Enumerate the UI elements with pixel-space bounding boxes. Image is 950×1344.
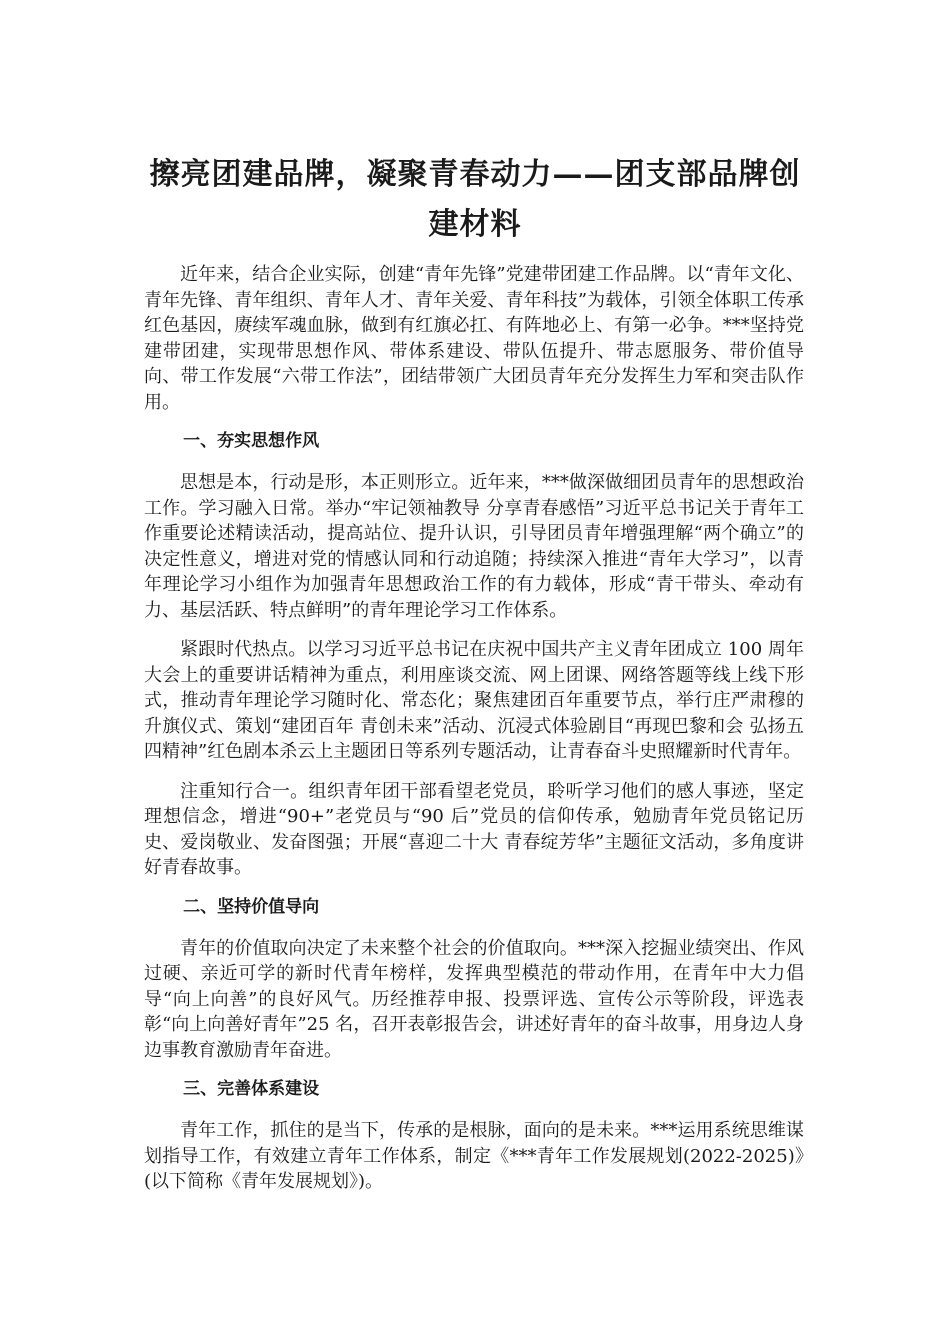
document-title: 擦亮团建品牌，凝聚青春动力——团支部品牌创建材料 xyxy=(149,157,801,242)
section1-paragraph-1: 思想是本，行动是形，本正则形立。近年来，***做深做细团员青年的思想政治工作。学习融入日常。举办“牢记领袖教导 分享青春感悟”习近平总书记关于青年工作重要论述精读活动，提高站位、提升认识，引导团员青年增强理解“两个确立”的决定性意义，增进对党的情感认同和行动追随；持续深入推进“青年大学习”，以青年理论学习小组作为加强青年思想政治工作的有力载体，形成“青干带头、牵动有力、基层活跃、特点鲜明”的青年理论学习工作体系。 xyxy=(144,472,804,621)
intro-paragraph: 近年来，结合企业实际，创建“青年先锋”党建带团建工作品牌。以“青年文化、青年先锋、青年组织、青年人才、青年关爱、青年科技”为载体，引领全体职工传承红色基因，赓续军魂血脉，做到有红旗必扛、有阵地必上、有第一必争。***坚持党建带团建，实现带思想作风、带体系建设、带队伍提升、带志愿服务、带价值导向、带工作发展“六带工作法”，团结带领广大团员青年充分发挥生力军和突击队作用。 xyxy=(144,264,804,413)
section1-paragraph-2: 紧跟时代热点。以学习习近平总书记在庆祝中国共产主义青年团成立 100 周年大会上的重要讲话精神为重点，利用座谈交流、网上团课、网络答题等线上线下形式，推动青年理论学习随时化、常态化；聚焦建团百年重要节点，举行庄严肃穆的升旗仪式、策划“建团百年 青创未来”活动、沉浸式体验剧目“再现巴黎和会 弘扬五四精神”红色剧本杀云上主题团日等系列专题活动，让青春奋斗史照耀新时代青年。 xyxy=(144,639,804,762)
section1-paragraph-3: 注重知行合一。组织青年团干部看望老党员，聆听学习他们的感人事迹，坚定理想信念，增进“90+”老党员与“90 后”党员的信仰传承，勉励青年党员铭记历史、爱岗敬业、发奋图强；开展“喜迎二十大 青春绽芳华”主题征文活动，多角度讲好青春故事。 xyxy=(144,780,804,878)
document-body xyxy=(144,262,804,1209)
section3-paragraph-1: 青年工作，抓住的是当下，传承的是根脉，面向的是未来。***运用系统思维谋划指导工作，有效建立青年工作体系，制定《***青年工作发展规划(2022-2025)》(以下简称《青年发展规划》)。 xyxy=(144,1120,804,1192)
section-heading-1: 一、夯实思想作风 xyxy=(183,431,320,451)
section-heading-2: 二、坚持价值导向 xyxy=(183,896,320,917)
section2-paragraph-1: 青年的价值取向决定了未来整个社会的价值取向。***深入挖掘业绩突出、作风过硬、亲近可学的新时代青年榜样，发挥典型模范的带动作用，在青年中大力倡导“向上向善”的良好风气。历经推荐申报、投票评选、宣传公示等阶段，评选表彰“向上向善好青年”25 名，召开表彰报告会，讲述好青年的奋斗故事，用身边人身边事教育激励青年奋进。 xyxy=(144,937,804,1061)
section-heading-3: 三、完善体系建设 xyxy=(183,1079,320,1099)
